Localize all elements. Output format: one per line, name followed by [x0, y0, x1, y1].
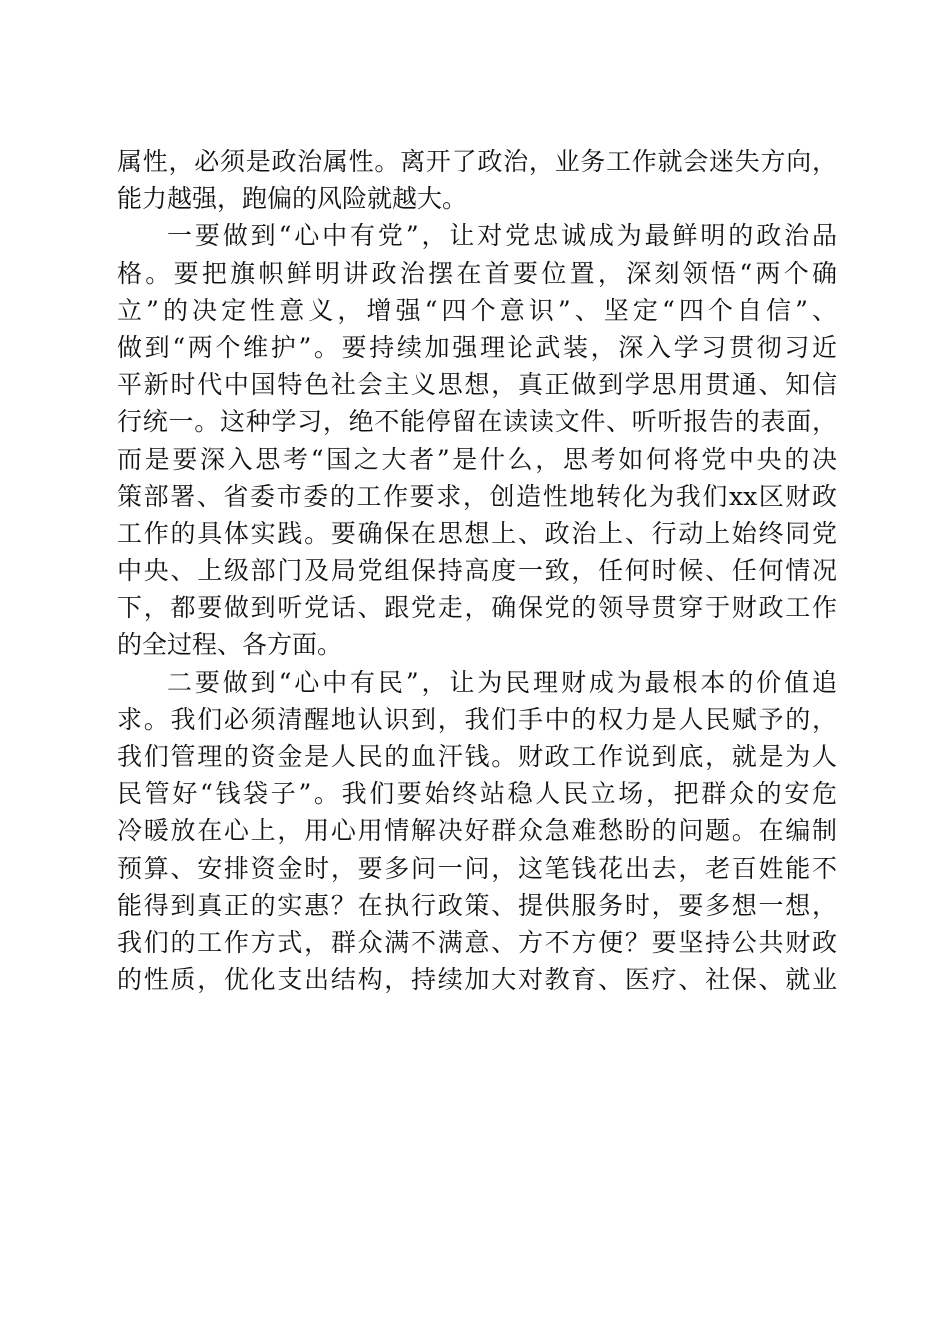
text-line: 工作的具体实践。要确保在思想上、政治上、行动上始终同党: [117, 518, 837, 548]
text-line: 能力越强，跑偏的风险就越大。: [117, 184, 468, 214]
text-line: 民管好“钱袋子”。我们要始终站稳人民立场，把群众的安危: [117, 779, 837, 809]
text-line: 平新时代中国特色社会主义思想，真正做到学思用贯通、知信: [117, 370, 837, 400]
paragraph-start-line: 二要做到“心中有民”，让为民理财成为最根本的价值追: [167, 667, 837, 697]
text-line: 属性，必须是政治属性。离开了政治，业务工作就会迷失方向，: [117, 147, 837, 176]
text-line: 格。要把旗帜鲜明讲政治摆在首要位置，深刻领悟“两个确: [117, 258, 837, 288]
text-line: 我们管理的资金是人民的血汗钱。财政工作说到底，就是为人: [117, 742, 837, 771]
paragraph-start-line: 一要做到“心中有党”，让对党忠诚成为最鲜明的政治品: [167, 221, 837, 251]
text-line: 的性质，优化支出结构，持续加大对教育、医疗、社保、就业: [117, 965, 837, 995]
body-text: [117, 143, 837, 998]
text-line: 策部署、省委市委的工作要求，创造性地转化为我们xx区财政: [117, 481, 837, 511]
text-line: 冷暖放在心上，用心用情解决好群众急难愁盼的问题。在编制: [117, 816, 837, 846]
text-line: 行统一。这种学习，绝不能停留在读读文件、听听报告的表面，: [117, 407, 837, 437]
text-line: 我们的工作方式，群众满不满意、方不方便？要坚持公共财政: [117, 927, 837, 957]
text-line: 预算、安排资金时，要多问一问，这笔钱花出去，老百姓能不: [117, 853, 837, 883]
text-line: 立”的决定性意义，增强“四个意识”、坚定“四个自信”、: [117, 295, 837, 325]
text-line: 中央、上级部门及局党组保持高度一致，任何时候、任何情况: [117, 556, 837, 586]
text-line: 做到“两个维护”。要持续加强理论武装，深入学习贯彻习近: [117, 332, 837, 362]
text-line: 求。我们必须清醒地认识到，我们手中的权力是人民赋予的，: [117, 704, 837, 734]
text-line: 下，都要做到听党话、跟党走，确保党的领导贯穿于财政工作: [117, 593, 837, 623]
text-line: 能得到真正的实惠？在执行政策、提供服务时，要多想一想，: [117, 890, 837, 920]
text-line: 的全过程、各方面。: [117, 630, 343, 660]
text-line: 而是要深入思考“国之大者”是什么，思考如何将党中央的决: [117, 444, 837, 474]
